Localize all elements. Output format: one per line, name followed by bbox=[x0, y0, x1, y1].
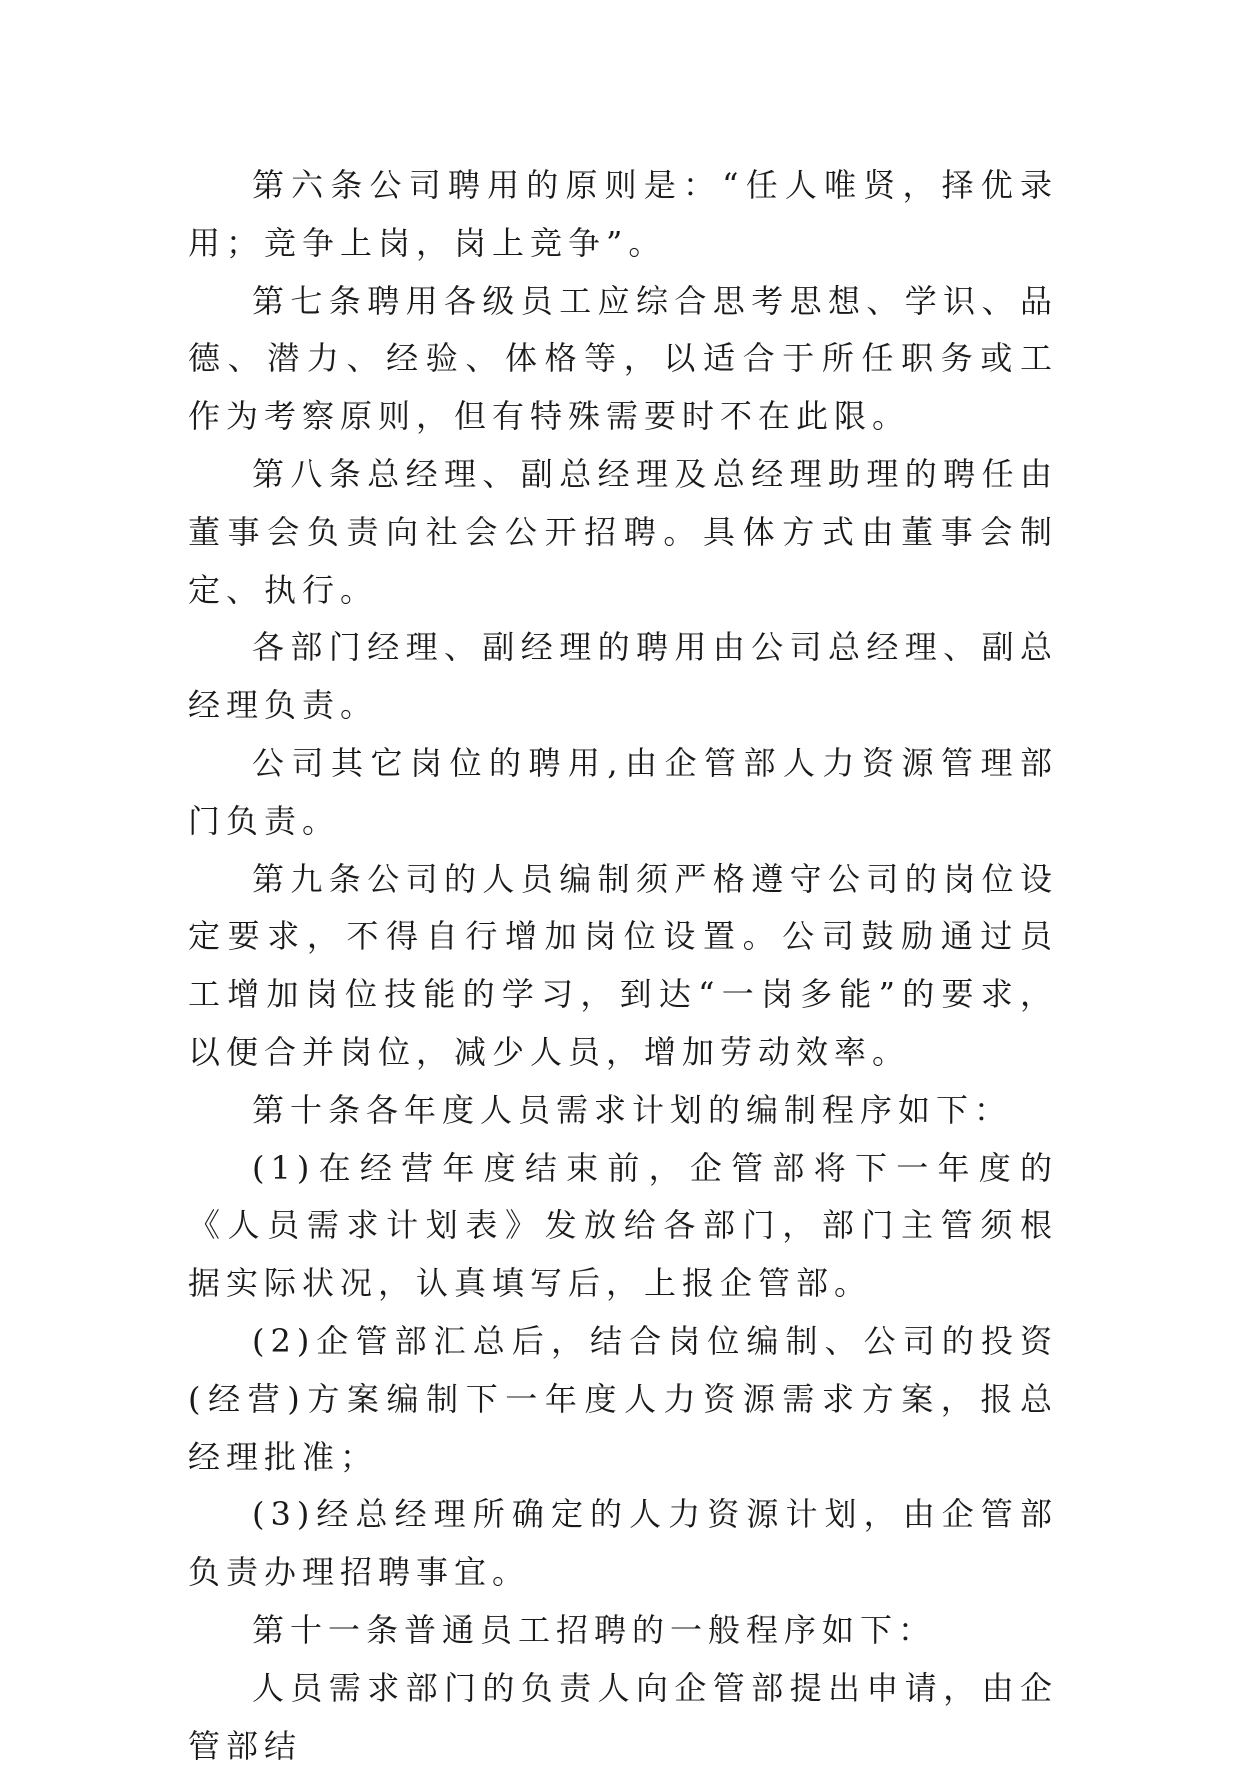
paragraph-article-8: 第八条总经理、副总经理及总经理助理的聘任由董事会负责向社会公开招聘。具体方式由董事会制定、执行。 bbox=[188, 454, 1058, 609]
paragraph-article-9: 第九条公司的人员编制须严格遵守公司的岗位设定要求，不得自行增加岗位设置。公司鼓励通过员工增加岗位技能的学习，到达“一岗多能”的要求，以便合并岗位，减少人员，增加劳动效率。 bbox=[188, 859, 1058, 1071]
paragraph-article-7: 第七条聘用各级员工应综合思考思想、学识、品德、潜力、经验、体格等，以适合于所任职务或工作为考察原则，但有特殊需要时不在此限。 bbox=[188, 281, 1058, 436]
paragraph-step-3: (3)经总经理所确定的人力资源计划，由企管部负责办理招聘事宜。 bbox=[188, 1495, 1058, 1592]
paragraph-article-6: 第六条公司聘用的原则是：“任人唯贤，择优录用；竞争上岗，岗上竞争”。 bbox=[188, 166, 1058, 262]
paragraph-step-2: (2)企管部汇总后，结合岗位编制、公司的投资(经营)方案编制下一年度人力资源需求方案，报总经理批准； bbox=[188, 1321, 1058, 1476]
paragraph-article-11: 第十一条普通员工招聘的一般程序如下： bbox=[252, 1610, 937, 1649]
paragraph-department-managers: 各部门经理、副经理的聘用由公司总经理、副总经理负责。 bbox=[188, 628, 1058, 725]
paragraph-other-positions: 公司其它岗位的聘用,由企管部人力资源管理部门负责。 bbox=[188, 743, 1058, 840]
paragraph-step-1: (1)在经营年度结束前，企管部将下一年度的《人员需求计划表》发放给各部门，部门主管须根据实际状况，认真填写后，上报企管部。 bbox=[188, 1148, 1058, 1303]
document-body bbox=[188, 157, 1058, 1775]
paragraph-recruitment-request: 人员需求部门的负责人向企管部提出申请，由企管部结 bbox=[188, 1668, 1058, 1765]
paragraph-article-10: 第十条各年度人员需求计划的编制程序如下： bbox=[252, 1090, 1013, 1129]
